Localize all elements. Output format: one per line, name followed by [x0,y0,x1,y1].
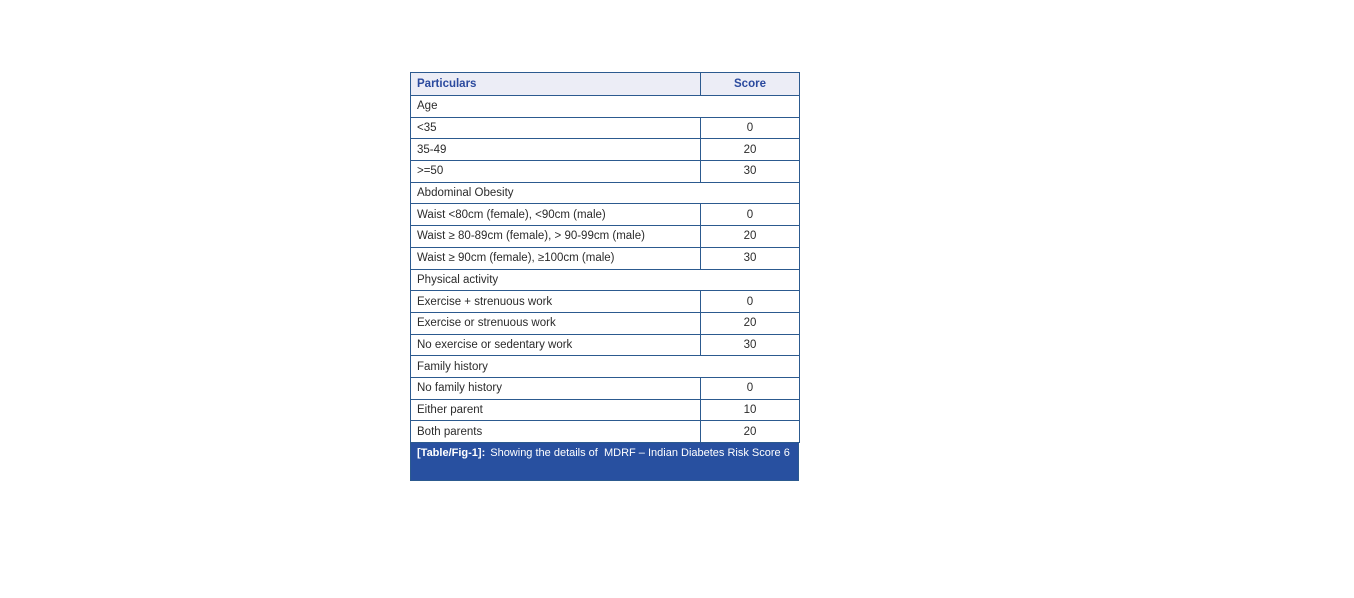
section-row-label: Family history [411,356,800,378]
table-row [411,161,800,183]
table-header-row [411,73,800,96]
row-label: Exercise or strenuous work [411,312,701,334]
row-score: 30 [701,247,800,269]
row-label: Waist ≥ 80-89cm (female), > 90-99cm (male) [411,226,701,248]
table-row [411,399,800,421]
row-label: Exercise + strenuous work [411,291,701,313]
row-score: 0 [701,204,800,226]
row-score: 10 [701,399,800,421]
table-body [411,96,800,443]
row-label: No exercise or sedentary work [411,334,701,356]
section-row-label: Age [411,96,800,118]
table-row [411,204,800,226]
table-row [411,312,800,334]
table-row [411,377,800,399]
table-row [411,247,800,269]
row-score: 20 [701,226,800,248]
row-label: No family history [411,377,701,399]
table-row [411,96,800,118]
table-row [411,226,800,248]
row-score: 30 [701,161,800,183]
row-score: 0 [701,377,800,399]
row-label: Both parents [411,421,701,443]
table-row [411,182,800,204]
table-row [411,117,800,139]
row-score: 0 [701,117,800,139]
table-row [411,356,800,378]
row-label: Waist <80cm (female), <90cm (male) [411,204,701,226]
column-header-score: Score [701,73,800,96]
column-header-particulars: Particulars [411,73,701,96]
row-label: <35 [411,117,701,139]
table-row [411,139,800,161]
section-row-label: Abdominal Obesity [411,182,800,204]
table-caption [410,443,799,481]
caption-figure-label: [Table/Fig-1]: [417,447,486,459]
row-score: 30 [701,334,800,356]
table-row [411,269,800,291]
row-label: Either parent [411,399,701,421]
table-row [411,334,800,356]
table-figure-1 [410,72,799,481]
table-row [411,421,800,443]
row-score: 20 [701,421,800,443]
row-label: Waist ≥ 90cm (female), ≥100cm (male) [411,247,701,269]
row-label: 35-49 [411,139,701,161]
caption-text: Showing the details of MDRF – Indian Diabetes Risk Score 6 [490,447,790,459]
row-score: 20 [701,139,800,161]
diabetes-risk-score-table [410,72,800,443]
table-row [411,291,800,313]
section-row-label: Physical activity [411,269,800,291]
row-score: 0 [701,291,800,313]
row-score: 20 [701,312,800,334]
row-label: >=50 [411,161,701,183]
